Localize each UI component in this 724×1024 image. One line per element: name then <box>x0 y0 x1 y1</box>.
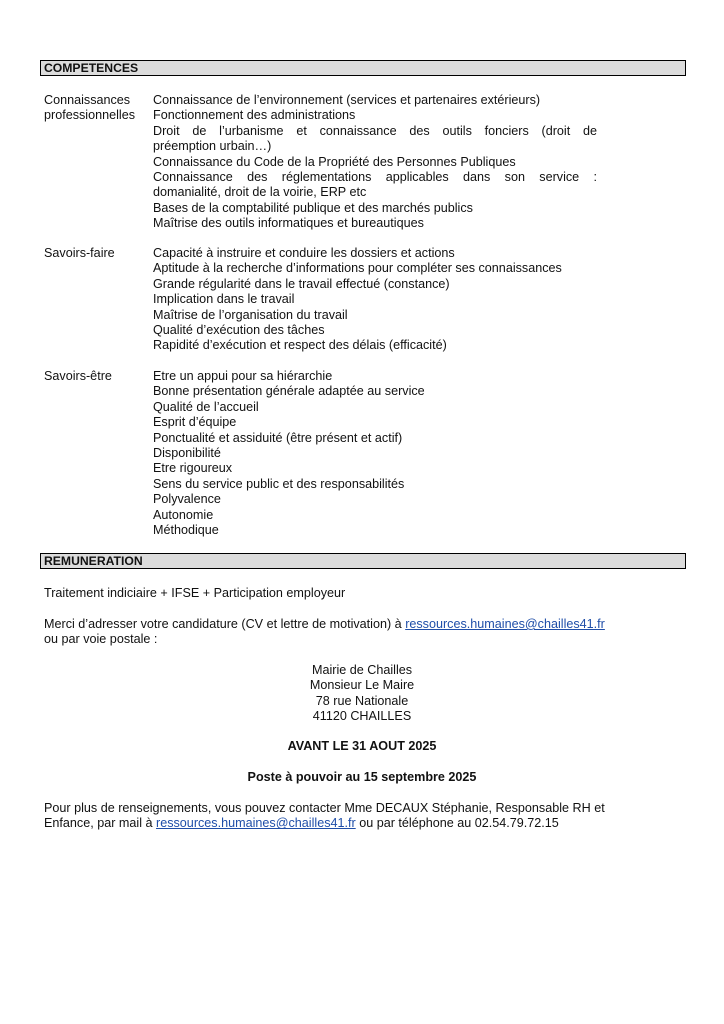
group-label: Savoirs-faire <box>44 246 115 260</box>
list-item: Maîtrise de l’organisation du travail <box>153 307 348 322</box>
traitement-text: Traitement indiciaire + IFSE + Participation employeur <box>44 586 346 600</box>
poste-text: Poste à pouvoir au 15 septembre 2025 <box>247 770 477 784</box>
deadline-text: AVANT LE 31 AOUT 2025 <box>287 739 437 753</box>
remuneration-header: REMUNERATION <box>40 553 686 569</box>
list-item: Qualité de l’accueil <box>153 399 259 414</box>
list-item: Polyvalence <box>153 492 221 507</box>
list-item: Droit de l’urbanisme et connaissance des outils fonciers (droit de <box>153 123 597 138</box>
group-items <box>153 246 597 354</box>
competences-header: COMPETENCES <box>40 60 686 76</box>
group-label: Connaissances professionnelles <box>44 93 136 123</box>
list-item: Grande régularité dans le travail effectué (constance) <box>153 276 450 291</box>
list-item: Rapidité d’exécution et respect des délais (efficacité) <box>153 338 447 353</box>
list-item: Connaissance de l’environnement (services et partenaires extérieurs) <box>153 93 541 107</box>
address-line: 78 rue Nationale <box>315 693 409 708</box>
list-item: Etre rigoureux <box>153 461 233 476</box>
contact-line: Pour plus de renseignements, vous pouvez contacter Mme DECAUX Stéphanie, Responsable RH et <box>44 801 605 815</box>
email-link[interactable]: ressources.humaines@chailles41.fr <box>156 816 356 831</box>
postal-address <box>0 663 724 725</box>
group-items <box>153 93 597 232</box>
list-item: Qualité d’exécution des tâches <box>153 323 325 338</box>
list-item: Autonomie <box>153 507 214 522</box>
list-item: Bases de la comptabilité publique et des marchés publics <box>153 200 473 215</box>
address-line: Monsieur Le Maire <box>309 678 415 693</box>
contact-line: Enfance, par mail à <box>44 816 157 831</box>
email-link[interactable]: ressources.humaines@chailles41.fr <box>405 617 605 631</box>
list-item: Maîtrise des outils informatiques et bureautiques <box>153 216 424 231</box>
list-item: Ponctualité et assiduité (être présent et actif) <box>153 430 403 445</box>
list-item: Sens du service public et des responsabilités <box>153 476 405 491</box>
list-item: Implication dans le travail <box>153 292 295 307</box>
list-item: Esprit d’équipe <box>153 415 237 430</box>
list-item: Connaissance des réglementations applicables dans son service : <box>153 170 597 185</box>
contact-phone-text: ou par téléphone au 02.54.79.72.15 <box>355 816 559 831</box>
list-item: Méthodique <box>153 523 219 538</box>
list-item: Etre un appui pour sa hiérarchie <box>153 369 333 383</box>
list-item: domanialité, droit de la voirie, ERP etc <box>153 185 367 200</box>
list-item: Aptitude à la recherche d’informations pour compléter ses connaissances <box>153 261 562 276</box>
address-line: 41120 CHAILLES <box>312 709 412 724</box>
address-line: Mairie de Chailles <box>311 663 413 677</box>
group-items <box>153 369 597 538</box>
list-item: Fonctionnement des administrations <box>153 108 356 123</box>
list-item: Connaissance du Code de la Propriété des Personnes Publiques <box>153 154 516 169</box>
group-label: Savoirs-être <box>44 369 112 383</box>
contact-paragraph <box>44 801 664 832</box>
list-item: Disponibilité <box>153 446 221 461</box>
list-item: préemption urbain…) <box>153 139 272 154</box>
postal-text: ou par voie postale : <box>44 632 158 647</box>
list-item: Capacité à instruire et conduire les dossiers et actions <box>153 246 455 260</box>
list-item: Bonne présentation générale adaptée au service <box>153 384 425 399</box>
candidature-paragraph <box>44 617 664 648</box>
candidature-text: Merci d’adresser votre candidature (CV et lettre de motivation) à <box>44 617 406 631</box>
